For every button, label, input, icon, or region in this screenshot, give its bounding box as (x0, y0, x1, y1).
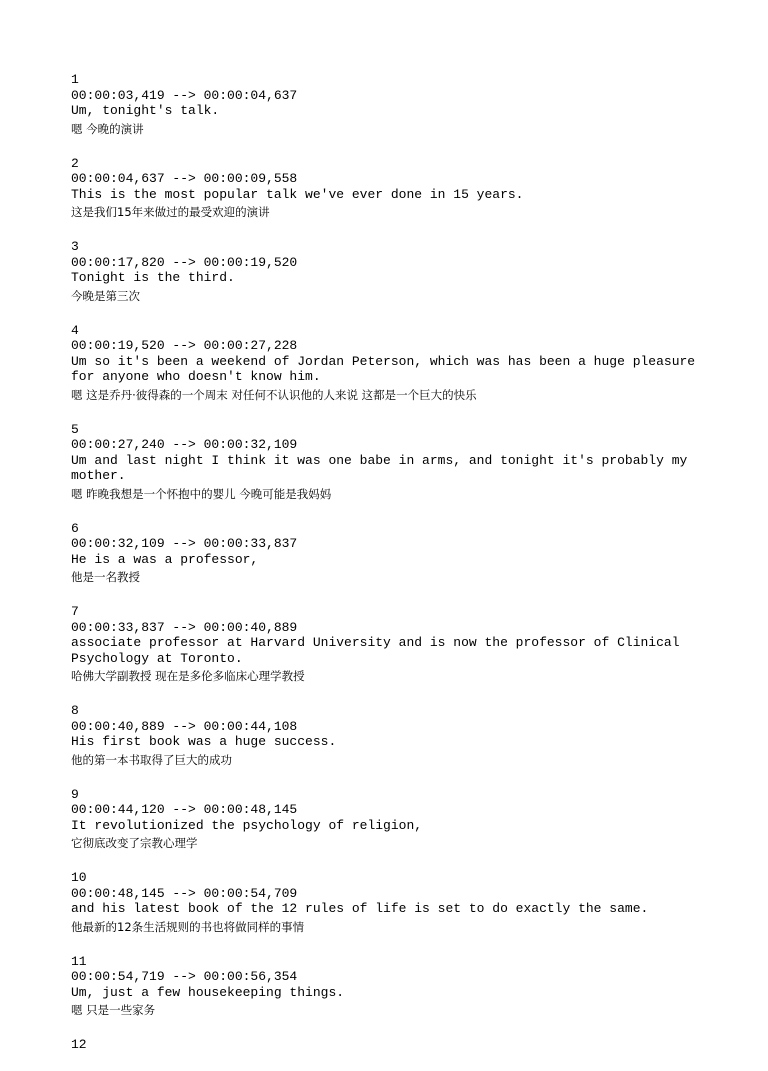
cue-index: 6 (71, 520, 79, 536)
cue-chinese-text: 他是一名教授 (71, 570, 140, 584)
cue-english-text: and his latest book of the 12 rules of life is set to do exactly the same. (71, 901, 649, 916)
cue-index: 5 (71, 421, 79, 437)
cue-index: 9 (71, 786, 79, 802)
subtitle-cue (71, 870, 741, 936)
cue-english-text: Tonight is the third. (71, 270, 235, 285)
subtitle-cue (71, 72, 741, 138)
subtitle-cue (71, 521, 741, 587)
cue-chinese-text: 嗯 这是乔丹·彼得森的一个周末 对任何不认识他的人来说 这都是一个巨大的快乐 (71, 387, 477, 402)
cue-english-text: Um so it's been a weekend of Jordan Peterson, which was has been a huge pleasure for anyone who doesn't know him. (71, 353, 696, 384)
cue-timecode: 00:00:48,145 --> 00:00:54,709 (71, 885, 298, 901)
cue-chinese-text: 嗯 只是一些家务 (71, 1003, 156, 1017)
cue-index: 8 (71, 703, 79, 718)
cue-chinese-text: 他最新的12条生活规则的书也将做同样的事情 (71, 919, 305, 934)
subtitle-cue (71, 422, 741, 503)
cue-timecode: 00:00:32,109 --> 00:00:33,837 (71, 536, 298, 551)
cue-chinese-text: 这是我们15年来做过的最受欢迎的演讲 (71, 205, 270, 219)
cue-english-text: This is the most popular talk we've ever done in 15 years. (71, 186, 524, 202)
cue-index: 11 (71, 953, 87, 969)
cue-chinese-text: 他的第一本书取得了巨大的成功 (71, 752, 232, 767)
subtitle-cue (71, 323, 741, 404)
cue-english-text: Um, just a few housekeeping things. (71, 984, 345, 1000)
subtitle-document (71, 72, 741, 1071)
cue-chinese-text: 今晚是第三次 (71, 288, 140, 303)
cue-english-text: His first book was a huge success. (71, 734, 337, 749)
cue-english-text: Um and last night I think it was one babe in arms, and tonight it's probably my mother. (71, 452, 688, 483)
subtitle-cue (71, 239, 741, 305)
cue-timecode: 00:00:40,889 --> 00:00:44,108 (71, 718, 298, 734)
cue-timecode: 00:00:19,520 --> 00:00:27,228 (71, 338, 298, 353)
cue-index: 10 (71, 870, 87, 885)
cue-timecode: 00:00:33,837 --> 00:00:40,889 (71, 619, 298, 635)
cue-index: 12 (71, 1037, 87, 1052)
cue-timecode: 00:00:03,419 --> 00:00:04,637 (71, 87, 298, 103)
cue-index: 3 (71, 239, 79, 254)
cue-index: 7 (71, 604, 79, 619)
cue-timecode: 00:00:27,240 --> 00:00:32,109 (71, 437, 298, 452)
cue-timecode: 00:00:54,719 --> 00:00:56,354 (71, 969, 298, 984)
subtitle-cue (71, 787, 741, 853)
cue-timecode: 00:00:17,820 --> 00:00:19,520 (71, 254, 298, 270)
cue-chinese-text: 它彻底改变了宗教心理学 (71, 836, 198, 850)
cue-chinese-text: 嗯 今晚的演讲 (71, 121, 144, 136)
cue-index: 1 (71, 72, 79, 87)
cue-index: 2 (71, 155, 79, 171)
subtitle-cue (71, 156, 741, 222)
subtitle-cue (71, 954, 741, 1020)
cue-english-text: Um, tonight's talk. (71, 103, 220, 118)
cue-english-text: He is a was a professor, (71, 551, 259, 567)
cue-english-text: It revolutionized the psychology of religion, (71, 817, 423, 833)
cue-english-text: associate professor at Harvard University and is now the professor of Clinical Psychology at Toronto. (71, 635, 680, 666)
subtitle-cue (71, 703, 741, 769)
cue-index: 4 (71, 322, 79, 338)
subtitle-cue (71, 604, 741, 685)
cue-timecode: 00:00:04,637 --> 00:00:09,558 (71, 171, 298, 186)
cue-timecode: 00:00:44,120 --> 00:00:48,145 (71, 802, 298, 817)
cue-chinese-text: 嗯 昨晚我想是一个怀抱中的婴儿 今晚可能是我妈妈 (71, 486, 332, 501)
cue-chinese-text: 哈佛大学副教授 现在是多伦多临床心理学教授 (71, 669, 305, 683)
subtitle-cue (71, 1037, 741, 1053)
